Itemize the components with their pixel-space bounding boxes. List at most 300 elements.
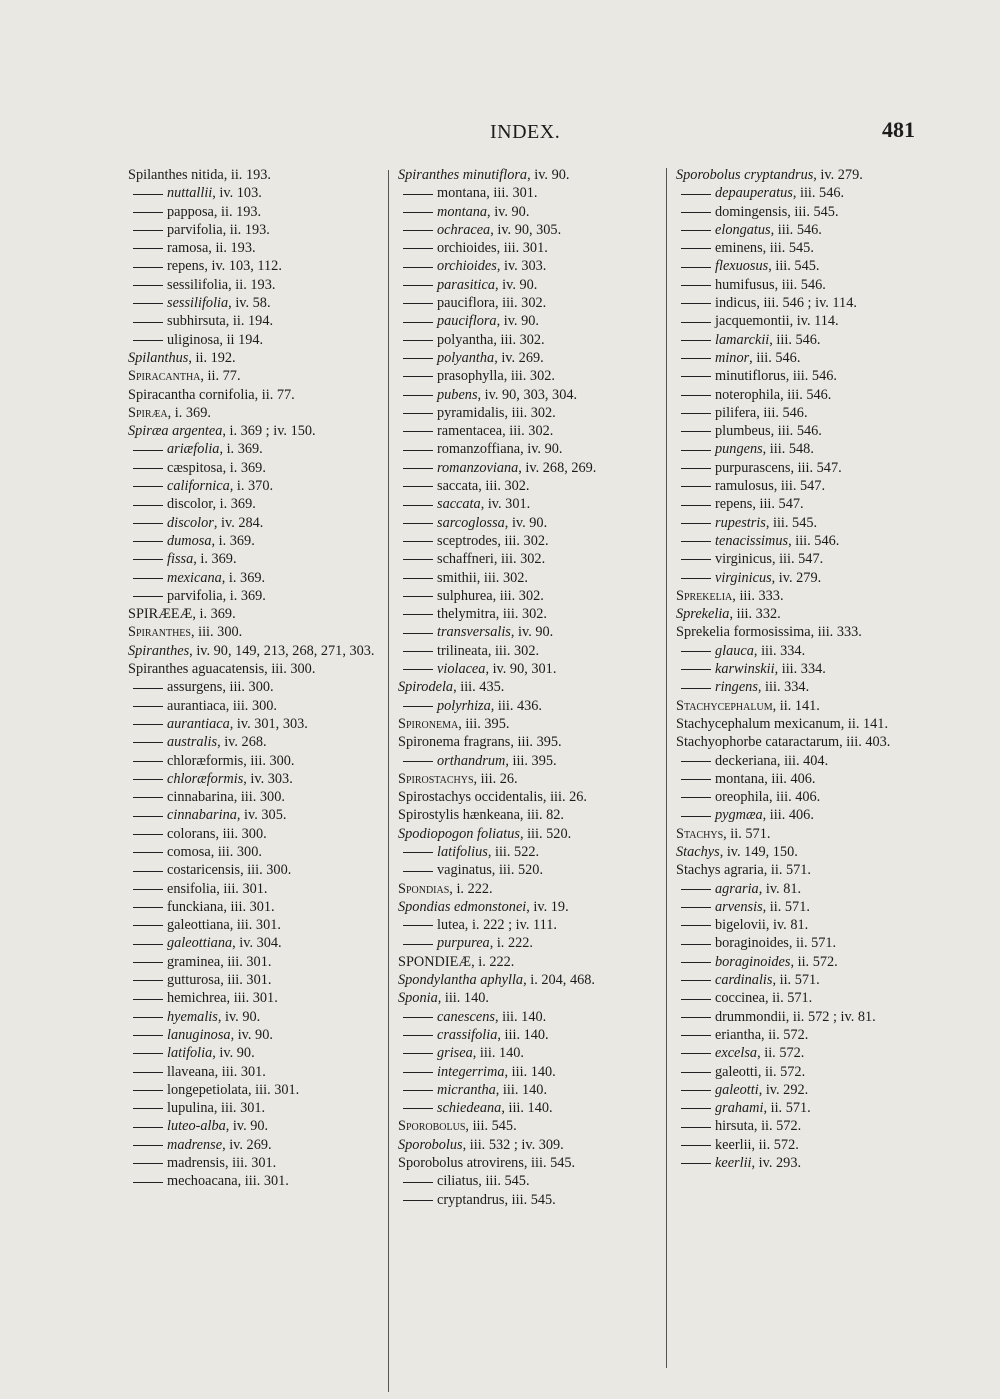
entry-name: hyemalis [167,1008,218,1025]
entry-reference: , iii. 300. [222,679,274,696]
entry-name: latifolia [167,1045,213,1062]
entry-reference: , iii. 302. [495,606,547,623]
entry-text: Spiracantha cornifolia, ii. 77. [128,386,295,403]
entry-reference: , iii. 300. [215,825,267,842]
ditto-dash [133,541,163,542]
index-entry [128,1136,386,1154]
index-entry [676,550,916,568]
ditto-dash [681,395,711,396]
ditto-dash [403,322,433,323]
ditto-dash [681,505,711,506]
ditto-dash [681,816,711,817]
entry-name: ciliatus [437,1173,479,1190]
index-entry [676,880,916,898]
index-entry [398,1191,660,1209]
ditto-dash [133,962,163,963]
entry-reference: , i. 369 ; iv. 150. [222,423,316,440]
ditto-dash [403,1053,433,1054]
entry-reference: , iv. 90, 301. [485,661,557,678]
entry-reference: , iii. 547. [771,551,824,568]
page-header-title: INDEX. [490,121,561,143]
entry-text: Sporobolus atrovirens, iii. 545. [398,1155,576,1172]
ditto-dash [133,1053,163,1054]
ditto-dash [133,596,163,597]
ditto-dash [133,779,163,780]
entry-reference: , iii. 546. [780,386,832,403]
index-entry [676,294,916,312]
entry-name: pubens [437,386,478,403]
entry-reference: , ii. 571. [765,990,813,1007]
entry-name: mechoacana [167,1173,238,1190]
entry-name: pauciflora [437,295,495,312]
ditto-dash [681,651,711,652]
entry-name: ramosa [167,240,209,257]
entry-reference: , iii. 301. [496,240,548,257]
index-entry [676,623,916,641]
entry-reference: , ii. 572. [757,1063,806,1080]
entry-reference: , iv. 293. [751,1155,802,1172]
index-entry [398,221,660,239]
entry-reference: , i. 222. [449,880,493,897]
entry-reference: , iv. 103. [212,185,262,202]
ditto-dash [403,852,433,853]
ditto-dash [133,797,163,798]
entry-name: galeottiana [167,917,230,934]
index-entry [398,166,660,184]
entry-reference: , iii. 406. [762,807,814,824]
entry-reference: , ii. 571. [762,898,810,915]
entry-reference: , iii. 406. [764,770,816,787]
ditto-dash [133,212,163,213]
index-entry [128,1008,386,1026]
entry-name: subhirsuta [167,313,226,330]
entry-reference: , iv. 90. [212,1045,255,1062]
ditto-dash [681,541,711,542]
index-entry [128,257,386,275]
ditto-dash [403,450,433,451]
entry-name: hemichrea [167,990,227,1007]
entry-name: parvifolia [167,587,223,604]
entry-reference: , iv. 149, 150. [719,843,798,860]
entry-name: Spiræa [128,404,168,421]
index-entry [398,916,660,934]
index-entry [128,550,386,568]
entry-reference: , ii. 571. [723,825,771,842]
index-entry [398,349,660,367]
ditto-dash [403,395,433,396]
entry-name: colorans [167,825,216,842]
ditto-dash [133,340,163,341]
index-entry [676,971,916,989]
entry-text: Spilanthes nitida, ii. 193. [128,167,271,183]
ditto-dash [133,486,163,487]
ditto-dash [403,578,433,579]
index-entry [398,514,660,532]
entry-reference: , iv. 269. [494,349,544,366]
entry-name: polyrhiza [437,697,491,714]
index-entry [398,1136,660,1154]
index-entry [676,459,916,477]
index-entry [128,1099,386,1117]
index-entry [128,203,386,221]
entry-name: dumosa [167,532,212,549]
entry-reference: , i. 204, 468. [523,972,595,989]
entry-name: assurgens [167,679,223,696]
entry-name: pauciflora [437,313,497,330]
entry-name: vaginatus [437,862,492,879]
ditto-dash [403,413,433,414]
ditto-dash [133,1072,163,1073]
index-entry [398,989,660,1007]
entry-reference: , iii. 301. [229,917,281,934]
entry-reference: , iii. 545. [478,1173,530,1190]
index-entry [128,276,386,294]
entry-name: ariæfolia [167,441,220,458]
entry-name: mexicana [167,569,222,586]
entry-reference: , i. 369. [167,404,211,421]
index-entry [398,660,660,678]
ditto-dash [133,505,163,506]
index-entry [676,1026,916,1044]
entry-name: ramulosus [715,478,774,495]
index-entry [128,1172,386,1190]
entry-name: minutiflorus [715,368,786,385]
entry-name: indicus [715,295,757,312]
index-entry [128,312,386,330]
index-entry [128,989,386,1007]
index-entry [676,1081,916,1099]
index-entry [398,550,660,568]
entry-name: lanuginosa [167,1026,231,1043]
entry-name: repens [167,258,205,275]
ditto-dash [403,194,433,195]
entry-reference: , iv. 90. [494,276,538,293]
ditto-dash [681,907,711,908]
entry-reference: , iii. 546. [749,349,801,366]
entry-name: Sporobolus [398,1118,466,1135]
entry-reference: , ii. 572. [790,953,838,970]
entry-name: papposa [167,203,214,220]
ditto-dash [681,1072,711,1073]
entry-reference: , iv. 81. [765,917,809,934]
entry-name: costaricensis [167,862,241,879]
entry-reference: , ii. 572. [753,1118,802,1135]
entry-name: depauperatus [715,185,793,202]
entry-reference: , iv. 90. [496,313,539,330]
entry-reference: , ii. 193. [222,221,270,238]
index-entry [676,404,916,422]
entry-text: Spiranthes aguacatensis, iii. 300. [128,661,316,678]
entry-reference: , iv. 301. [480,496,531,513]
entry-name: sessilifolia [167,295,229,312]
entry-reference: , i. 369. [222,587,266,604]
entry-reference: , i. 369. [221,569,266,586]
entry-name: oreophila [715,789,769,806]
ditto-dash [681,340,711,341]
entry-reference: , i. 370. [229,478,274,495]
entry-name: pygmæa [715,807,763,824]
ditto-dash [133,303,163,304]
index-entry [398,898,660,916]
entry-name: purpurascens [715,459,791,476]
entry-text: SPONDIEÆ, i. 222. [398,953,515,970]
entry-name: polyantha [437,349,495,366]
index-entry [128,623,386,641]
entry-name: agraria [715,880,759,897]
entry-reference: , iv. 90. [230,1026,273,1043]
index-entry [128,404,386,422]
entry-name: violacea [437,661,486,678]
entry-reference: , ii. 193. [228,276,276,293]
entry-reference: , iii. 334. [753,642,806,659]
entry-reference: , iv. 114. [789,313,839,330]
entry-name: fissa [167,551,194,568]
entry-name: longepetiolata [167,1081,248,1098]
entry-name: latifolius [437,843,488,860]
index-entry [128,953,386,971]
entry-name: Spirostachys [398,770,474,787]
index-entry [676,697,916,715]
index-entry [676,312,916,330]
entry-reference: , iv. 292. [758,1081,809,1098]
ditto-dash [133,194,163,195]
entry-name: thelymitra [437,606,496,623]
entry-reference: , ii. 572 ; iv. 81. [785,1008,876,1025]
entry-name: Stachys [676,825,724,842]
entry-name: boraginoides [715,935,789,952]
entry-reference: , i. 369. [219,441,263,458]
entry-reference: , iii. 333. [732,587,784,604]
ditto-dash [681,1017,711,1018]
index-entry [676,1063,916,1081]
ditto-dash [403,248,433,249]
entry-reference: , iii. 545. [465,1118,517,1135]
ditto-dash [133,450,163,451]
entry-reference: , i. 369. [222,459,266,476]
entry-reference: , iii. 546. [769,331,821,348]
column-divider [388,170,389,1392]
index-entry [128,221,386,239]
ditto-dash [403,614,433,615]
ditto-dash [681,669,711,670]
index-entry [128,239,386,257]
entry-reference: , iv. 90. [520,441,563,458]
entry-reference: , ii. 572. [761,1026,809,1043]
entry-reference: , iv. 90, 305. [490,221,562,238]
index-entry [398,1099,660,1117]
index-entry [128,806,386,824]
index-entry [676,806,916,824]
index-entry [676,678,916,696]
entry-name: montana [715,770,765,787]
index-entry [398,770,660,788]
entry-name: boraginoides [715,953,791,970]
ditto-dash [133,248,163,249]
entry-name: Sporobolus cryptandrus [676,167,814,183]
entry-reference: , iii. 546. [774,276,826,293]
entry-name: aurantiaca [167,715,230,732]
entry-name: comosa [167,843,211,860]
index-entry [398,806,660,824]
entry-name: Stachycephalum [676,697,773,714]
entry-reference: , ii. 193. [213,203,262,220]
index-entry [676,349,916,367]
index-entry [398,605,660,623]
entry-reference: , iii. 301. [214,1063,266,1080]
index-entry [676,514,916,532]
ditto-dash [403,596,433,597]
index-column-1 [128,166,386,1191]
entry-reference: , iv. 268. [217,734,267,751]
index-entry [676,276,916,294]
index-entry [676,660,916,678]
entry-reference: , iii. 302. [493,331,545,348]
entry-reference: , iii. 545. [765,514,818,531]
ditto-dash [681,1053,711,1054]
index-entry [398,569,660,587]
entry-name: purpurea [437,935,490,952]
entry-reference: , iii. 545. [762,240,814,257]
index-entry [398,715,660,733]
ditto-dash [681,322,711,323]
ditto-dash [133,578,163,579]
entry-reference: , iii. 436. [490,697,542,714]
ditto-dash [681,1035,711,1036]
entry-reference: , iv. 268, 269. [518,459,597,476]
ditto-dash [133,816,163,817]
ditto-dash [133,742,163,743]
ditto-dash [133,889,163,890]
ditto-dash [403,523,433,524]
entry-reference: , iv. 81. [758,880,802,897]
entry-name: sarcoglossa [437,514,505,531]
entry-name: deckeriana [715,752,777,769]
index-entry [676,331,916,349]
entry-name: domingensis [715,203,788,220]
index-entry [676,257,916,275]
entry-name: pungens [715,441,763,458]
index-entry [676,916,916,934]
ditto-dash [403,303,433,304]
ditto-dash [681,944,711,945]
entry-text: Stachyophorbe cataractarum, iii. 403. [676,734,891,751]
entry-reference: , iii. 547. [790,459,842,476]
entry-name: lamarckii [715,331,770,348]
entry-name: keerlii [715,1136,752,1153]
ditto-dash [681,980,711,981]
index-entry [676,532,916,550]
ditto-dash [403,669,433,670]
entry-name: schaffneri [437,551,494,568]
entry-name: Spondylantha aphylla [398,972,524,989]
entry-name: australis [167,734,218,751]
entry-text: SPIRÆEÆ, i. 369. [128,606,236,623]
entry-name: Sponia [398,990,438,1007]
ditto-dash [133,1017,163,1018]
index-entry [128,1117,386,1135]
entry-name: hirsuta [715,1118,754,1135]
index-entry [398,788,660,806]
entry-reference: , iii. 546 ; iv. 114. [756,295,857,312]
index-column-2 [398,166,660,1209]
ditto-dash [681,230,711,231]
entry-reference: , iii. 140. [501,1100,553,1117]
ditto-dash [133,944,163,945]
entry-reference: , iii. 302. [493,551,546,568]
entry-name: llaveana [167,1063,215,1080]
entry-reference: , ii. 193. [208,240,256,257]
entry-text: Spironema fragrans, iii. 395. [398,734,562,751]
ditto-dash [403,486,433,487]
ditto-dash [681,431,711,432]
ditto-dash [681,999,711,1000]
entry-name: smithii [437,569,477,586]
ditto-dash [681,285,711,286]
index-entry [398,697,660,715]
entry-name: madrensis [167,1155,225,1172]
entry-reference: , iv. 305. [236,807,287,824]
ditto-dash [681,1145,711,1146]
index-entry [398,1154,660,1172]
entry-reference: , iii. 140. [437,990,489,1007]
index-entry [128,1026,386,1044]
entry-reference: , iv. 90. [487,203,530,220]
entry-reference: , iii. 395. [505,752,557,769]
entry-reference: , i. 369. [212,496,256,513]
ditto-dash [681,962,711,963]
index-entry [128,1063,386,1081]
ditto-dash [403,925,433,926]
entry-reference: , iii. 140. [497,1026,549,1043]
index-entry [676,733,916,751]
entry-name: montana [437,203,488,220]
entry-name: cinnabarina [167,789,234,806]
index-entry [398,331,660,349]
entry-reference: , iii. 545. [787,203,839,220]
ditto-dash [403,267,433,268]
index-entry [128,532,386,550]
index-entry [676,1044,916,1062]
entry-name: sulphurea [437,587,493,604]
entry-name: Spiracantha [128,368,201,385]
entry-name: Sprekelia [676,606,730,623]
index-entry [128,605,386,623]
ditto-dash [403,468,433,469]
index-entry [398,1081,660,1099]
entry-name: pilifera [715,404,757,421]
entry-reference: , ii. 141. [772,697,820,714]
ditto-dash [133,852,163,853]
entry-name: galeotti [715,1063,758,1080]
entry-name: galeotti [715,1081,759,1098]
index-entry [128,788,386,806]
entry-name: Spondias edmonstonei [398,898,527,915]
index-entry [398,825,660,843]
entry-name: coccinea [715,990,765,1007]
ditto-dash [403,1182,433,1183]
entry-name: minor [715,349,750,366]
ditto-dash [681,303,711,304]
entry-text: Stachycephalum mexicanum, ii. 141. [676,715,889,732]
entry-name: polyantha [437,331,494,348]
index-column-3 [676,166,916,1172]
index-entry [676,1117,916,1135]
index-entry [398,532,660,550]
entry-name: integerrima [437,1063,505,1080]
entry-name: madrense [167,1136,223,1153]
index-entry [398,587,660,605]
ditto-dash [681,761,711,762]
